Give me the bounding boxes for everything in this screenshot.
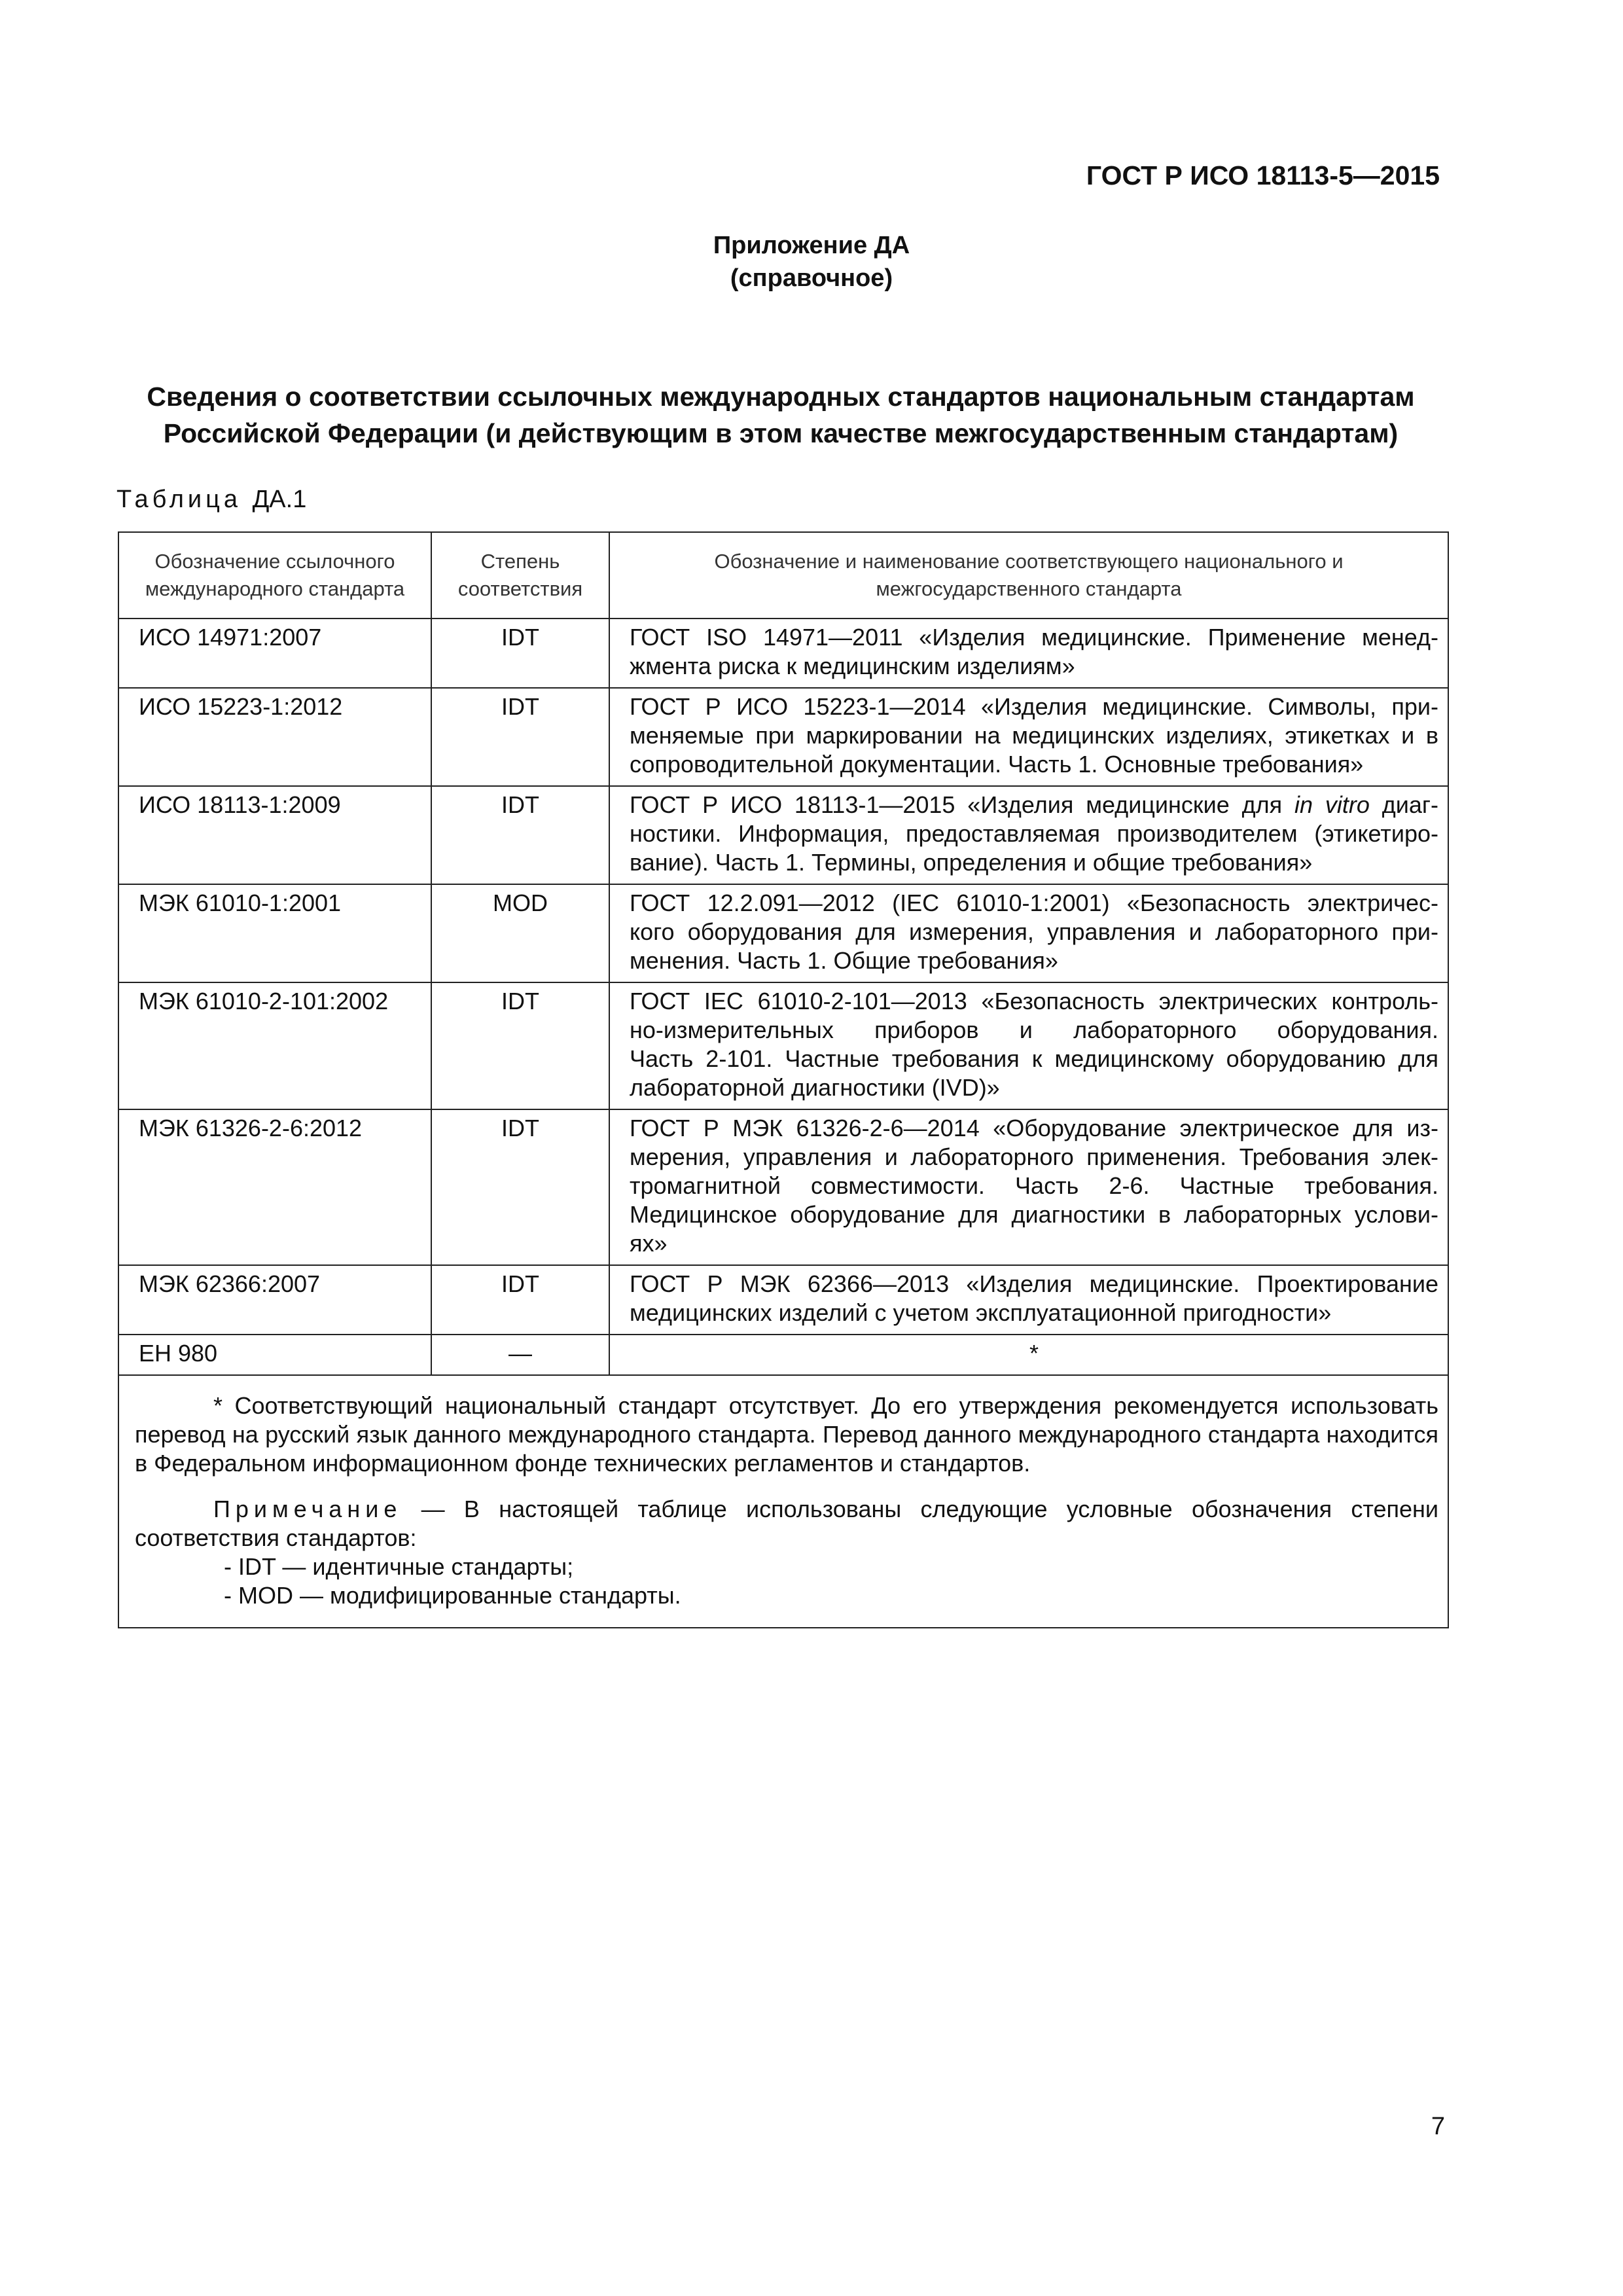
table-header-row	[118, 532, 1448, 619]
national-standard-line: Медицинское оборудование для диагностики в лабораторных услови-	[630, 1201, 1438, 1228]
reference-standard-cell: МЭК 61010-2-101:2002	[118, 982, 431, 1109]
national-standard-line: ГОСТ Р ИСО 18113-1—2015 «Изделия медицинские для in vitro диаг-	[630, 791, 1438, 818]
national-standard-line: тромагнитной совместимости. Часть 2-6. Частные требования.	[630, 1172, 1438, 1199]
reference-standard-cell: МЭК 62366:2007	[118, 1265, 431, 1335]
table-row	[118, 1335, 1448, 1375]
table-footnotes	[118, 1375, 1448, 1628]
annex-heading	[0, 229, 1623, 295]
table-caption-label: Таблица	[116, 486, 241, 513]
national-standard-cell: *	[609, 1335, 1448, 1375]
national-standard-line: ГОСТ Р МЭК 62366—2013 «Изделия медицинские. Проектирование	[630, 1270, 1438, 1297]
header-line: Обозначение и наименование соответствующего национального и	[714, 550, 1344, 573]
document-title	[116, 378, 1445, 452]
national-standard-line: но-измерительных приборов и лабораторного оборудования.	[630, 1016, 1438, 1043]
table-row	[118, 786, 1448, 884]
degree-cell: IDT	[431, 786, 609, 884]
national-standard-line: ГОСТ Р МЭК 61326-2-6—2014 «Оборудование электрическое для из-	[630, 1115, 1438, 1141]
header-line: межгосударственного стандарта	[876, 577, 1182, 600]
reference-standard-cell: МЭК 61326-2-6:2012	[118, 1109, 431, 1265]
table-row	[118, 1109, 1448, 1265]
degree-cell: IDT	[431, 1109, 609, 1265]
annex-title: Приложение ДА	[713, 232, 910, 259]
degree-cell: IDT	[431, 688, 609, 786]
reference-standard-cell: МЭК 61010-1:2001	[118, 884, 431, 982]
national-standard-line: ГОСТ ISO 14971—2011 «Изделия медицинские. Применение менед-	[630, 624, 1438, 651]
note-label: Примечание	[213, 1496, 402, 1522]
national-standard-line: ях»	[630, 1230, 668, 1257]
national-standard-line: ностики. Информация, предоставляемая производителем (этикетиро-	[630, 820, 1438, 847]
header-degree	[431, 532, 609, 619]
national-standard-line: мерения, управления и лабораторного применения. Требования элек-	[630, 1143, 1438, 1170]
table-row	[118, 688, 1448, 786]
reference-standard-cell: ИСО 15223-1:2012	[118, 688, 431, 786]
table-footer-row	[118, 1375, 1448, 1628]
national-standard-line: сопроводительной документации. Часть 1. Основные требования»	[630, 751, 1364, 778]
national-standard-line: медицинских изделий с учетом эксплуатационной пригодности»	[630, 1299, 1332, 1326]
national-standard-line: ГОСТ IEC 61010-2-101—2013 «Безопасность электрических контроль-	[630, 988, 1438, 1014]
document-id: ГОСТ Р ИСО 18113-5—2015	[1086, 160, 1440, 190]
table-row	[118, 982, 1448, 1109]
national-standard-line: ГОСТ 12.2.091—2012 (IEC 61010-1:2001) «Безопасность электричес-	[630, 889, 1438, 916]
national-standard-cell	[609, 982, 1448, 1109]
note-item: - MOD — модифицированные стандарты.	[224, 1582, 681, 1609]
header-line: международного стандарта	[145, 577, 405, 600]
national-standard-line: кого оборудования для измерения, управления и лабораторного при-	[630, 918, 1438, 945]
national-standard-line: лабораторной диагностики (IVD)»	[630, 1074, 1000, 1101]
standards-table	[118, 531, 1449, 1628]
header-national-standard	[609, 532, 1448, 619]
national-standard-cell	[609, 1265, 1448, 1335]
national-standard-line: жмента риска к медицинским изделиям»	[630, 653, 1075, 679]
national-standard-cell	[609, 619, 1448, 688]
degree-cell: MOD	[431, 884, 609, 982]
table-row	[118, 884, 1448, 982]
national-standard-cell	[609, 688, 1448, 786]
header-line: Обозначение ссылочного	[154, 550, 395, 573]
national-standard-cell	[609, 884, 1448, 982]
national-standard-line: Часть 2-101. Частные требования к медицинскому оборудованию для	[630, 1045, 1438, 1072]
table-row	[118, 619, 1448, 688]
header-line: Степень	[480, 550, 560, 573]
reference-standard-cell: ЕН 980	[118, 1335, 431, 1375]
degree-cell: IDT	[431, 1265, 609, 1335]
table-row	[118, 1265, 1448, 1335]
header-reference-standard	[118, 532, 431, 619]
note-item: - IDT — идентичные стандарты;	[224, 1553, 574, 1580]
national-standard-line: вание). Часть 1. Термины, определения и общие требования»	[630, 849, 1313, 876]
degree-cell: —	[431, 1335, 609, 1375]
reference-standard-cell: ИСО 18113-1:2009	[118, 786, 431, 884]
degree-cell: IDT	[431, 619, 609, 688]
title-line: Сведения о соответствии ссылочных международных стандартов национальным стандартам	[147, 382, 1415, 412]
reference-standard-cell: ИСО 14971:2007	[118, 619, 431, 688]
footnote-text: * Соответствующий национальный стандарт отсутствует. До его утверждения рекомендуется использовать перевод на русский язык данного международного стандарта. Перевод данного международного стандарта находится в Федеральном информационном фонде технических регламентов и стандартов.	[135, 1392, 1438, 1477]
annex-subtitle: (справочное)	[730, 264, 893, 292]
degree-cell: IDT	[431, 982, 609, 1109]
note-body: — В настоящей таблице использованы следующие условные обозначения степени соответствия стандартов:	[135, 1496, 1438, 1551]
national-standard-cell	[609, 786, 1448, 884]
national-standard-line: ГОСТ Р ИСО 15223-1—2014 «Изделия медицинские. Символы, при-	[630, 693, 1438, 720]
national-standard-cell	[609, 1109, 1448, 1265]
page-number: 7	[1431, 2113, 1445, 2140]
table-caption	[116, 486, 306, 514]
table-caption-number: ДА.1	[252, 486, 307, 513]
title-line: Российской Федерации (и действующим в этом качестве межгосударственным стандартам)	[163, 418, 1399, 448]
note-text	[135, 1495, 1438, 1552]
header-line: соответствия	[457, 577, 583, 600]
national-standard-line: меняемые при маркировании на медицинских изделиях, этикетках и в	[630, 722, 1438, 749]
national-standard-line: менения. Часть 1. Общие требования»	[630, 947, 1058, 974]
